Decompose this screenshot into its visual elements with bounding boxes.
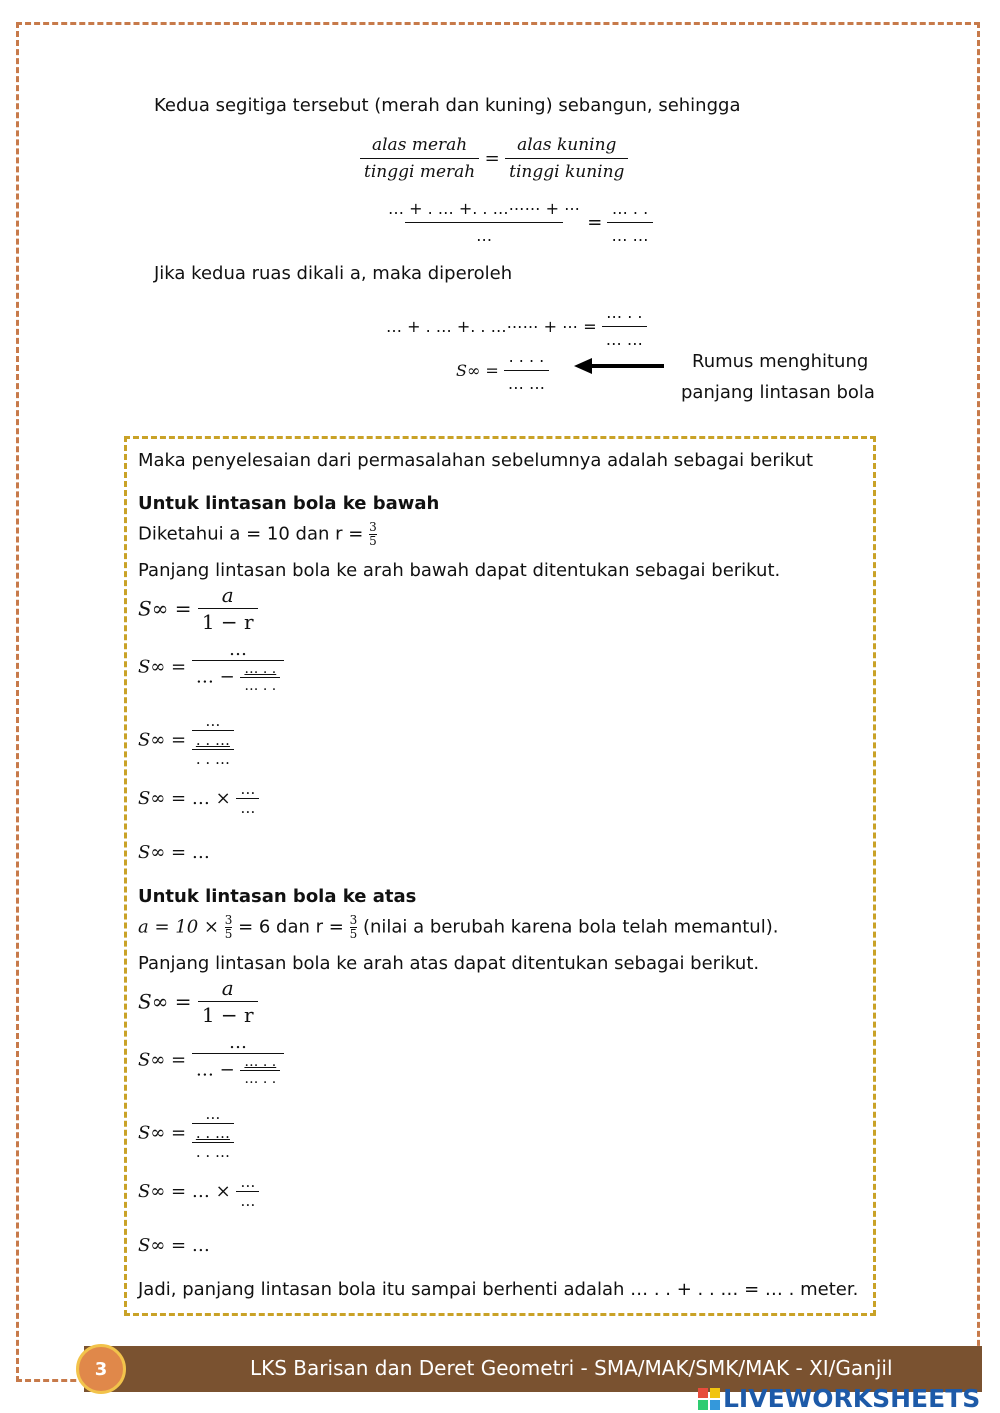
conclusion: Jadi, panjang lintasan bola itu sampai berhenti adalah … . . + . . … = … . meter. [138, 1279, 859, 1300]
frac-den-left: tinggi merah [360, 158, 479, 185]
up-given-eq: = 6 dan r = [238, 916, 344, 938]
step-num-dots: … [205, 712, 221, 730]
frac-num-left: alas merah [371, 135, 468, 155]
sum-infinity-num: . . . . [508, 347, 545, 366]
step-den-dots: … [236, 1191, 259, 1210]
step-mid-dots: . . … [192, 1123, 234, 1142]
up-given [138, 914, 778, 941]
series-den-left: … [405, 222, 563, 249]
step-num-dots: … [240, 780, 256, 798]
step-num-dots: … [229, 1032, 248, 1053]
up-given-a: a = 10 × [138, 916, 219, 938]
step-s-label: S∞ = [138, 989, 192, 1014]
step-mid-dots: . . … [192, 730, 234, 749]
frac-num-right: alas kuning [517, 135, 617, 155]
up-desc: Panjang lintasan bola ke arah atas dapat ditentukan sebagai berikut. [138, 953, 760, 974]
step-num-dots: … [240, 1173, 256, 1191]
up-given-note: (nilai a berubah karena bola telah memantul). [362, 916, 779, 938]
intro-line1: Kedua segitiga tersebut (merah dan kuning) sebangun, sehingga [154, 95, 741, 116]
up-frac-den: 5 [224, 927, 233, 941]
down-step4 [138, 780, 259, 817]
down-given-frac-den: 5 [369, 534, 377, 548]
step-final: … [191, 842, 210, 863]
step-s-label: S∞ = [138, 596, 192, 621]
step-den-dots: . . … [192, 749, 234, 768]
down-given [138, 521, 377, 548]
step-inner-den: … . . [240, 677, 280, 694]
multiplied-num: … . . [606, 303, 643, 322]
page-number: 3 [76, 1344, 126, 1394]
step-s-label: S∞ = [138, 1235, 187, 1256]
up-step5 [138, 1235, 210, 1256]
step-num-a: a [221, 583, 234, 607]
step-den-minus: … − [195, 1059, 235, 1081]
up-step4 [138, 1173, 259, 1210]
brand-text: LIVEWORKSHEETS [723, 1384, 981, 1413]
down-step5 [138, 842, 210, 863]
step-s-label: S∞ = [138, 788, 187, 809]
step-den-dots: … [236, 798, 259, 817]
step-den-dots: . . … [192, 1142, 234, 1161]
box-intro: Maka penyelesaian dari permasalahan sebelumnya adalah sebagai berikut [138, 450, 814, 471]
up-step3 [138, 1105, 234, 1161]
note-line1: Rumus menghitung [692, 351, 869, 372]
down-given-text: Diketahui a = 10 dan r = [138, 523, 364, 545]
intro-line2: Jika kedua ruas dikali a, maka diperoleh [154, 263, 513, 284]
step-inner-num: … . . [244, 1054, 277, 1070]
step-s-label: S∞ = [138, 842, 187, 863]
step-s-label: S∞ = [138, 1181, 187, 1202]
brand[interactable] [698, 1384, 980, 1413]
multiplied-den: … … [602, 326, 647, 353]
down-given-frac-num: 3 [369, 520, 377, 534]
step-s-label: S∞ = [138, 1049, 187, 1071]
down-step3 [138, 712, 234, 768]
up-step2 [138, 1033, 284, 1087]
arrow-left-icon [574, 356, 666, 376]
step-den-1r: 1 − r [198, 1001, 258, 1028]
multiplied-left: … + . … +. . …⋯⋯ + ⋯ = [386, 317, 597, 336]
up-frac-num: 3 [224, 913, 233, 927]
liveworksheets-logo-icon [698, 1388, 720, 1410]
ratio-formula: $\frac{\text{alas merah}}{\text{tinggi merah}}$ = $\frac{\text{alas kuning}}{\text{tinggi kuning}}$ [360, 132, 628, 185]
step-num-dots: … [205, 1105, 221, 1123]
step-times: … × [191, 788, 231, 809]
footer-title: LKS Barisan dan Deret Geometri - SMA/MAK/SMK/MAK - XI/Ganjil [250, 1356, 893, 1380]
down-step2 [138, 640, 284, 694]
down-title: Untuk lintasan bola ke bawah [138, 493, 440, 514]
up-frac-num2: 3 [349, 913, 358, 927]
sum-infinity-formula [456, 344, 549, 397]
series-den-right: … … [607, 222, 652, 249]
sum-infinity-den: … … [504, 370, 549, 397]
step-final: … [191, 1235, 210, 1256]
step-den-minus: … − [195, 666, 235, 688]
step-s-label: S∞ = [138, 1122, 187, 1144]
up-step1 [138, 975, 258, 1028]
step-den-compound [192, 660, 284, 694]
step-s-label: S∞ = [138, 656, 187, 678]
step-num-a: a [221, 976, 234, 1000]
up-frac-den2: 5 [349, 927, 358, 941]
frac-den-right: tinggi kuning [505, 158, 628, 185]
note-line2: panjang lintasan bola [681, 382, 875, 403]
series-num-right: … . . [611, 199, 649, 218]
step-den-1r: 1 − r [198, 608, 258, 635]
step-inner-den: … . . [240, 1070, 280, 1087]
up-title: Untuk lintasan bola ke atas [138, 886, 417, 907]
step-num-dots: … [229, 639, 248, 660]
series-formula: $\frac{\dots + . \dots +. . \dots\cdots\cdots + \cdots}{\dots}$ = $\frac{\dots . .}{\dots \dots}$ [386, 196, 653, 249]
down-step1 [138, 582, 258, 635]
step-s-label: S∞ = [138, 729, 187, 751]
step-inner-num: … . . [244, 661, 277, 677]
step-times: … × [191, 1181, 231, 1202]
series-num-left: … + . … +. . …⋯⋯ + ⋯ [388, 199, 581, 218]
sum-infinity-label: S∞ = [456, 361, 499, 380]
down-desc: Panjang lintasan bola ke arah bawah dapat ditentukan sebagai berikut. [138, 560, 781, 581]
step-den-compound [192, 1053, 284, 1087]
